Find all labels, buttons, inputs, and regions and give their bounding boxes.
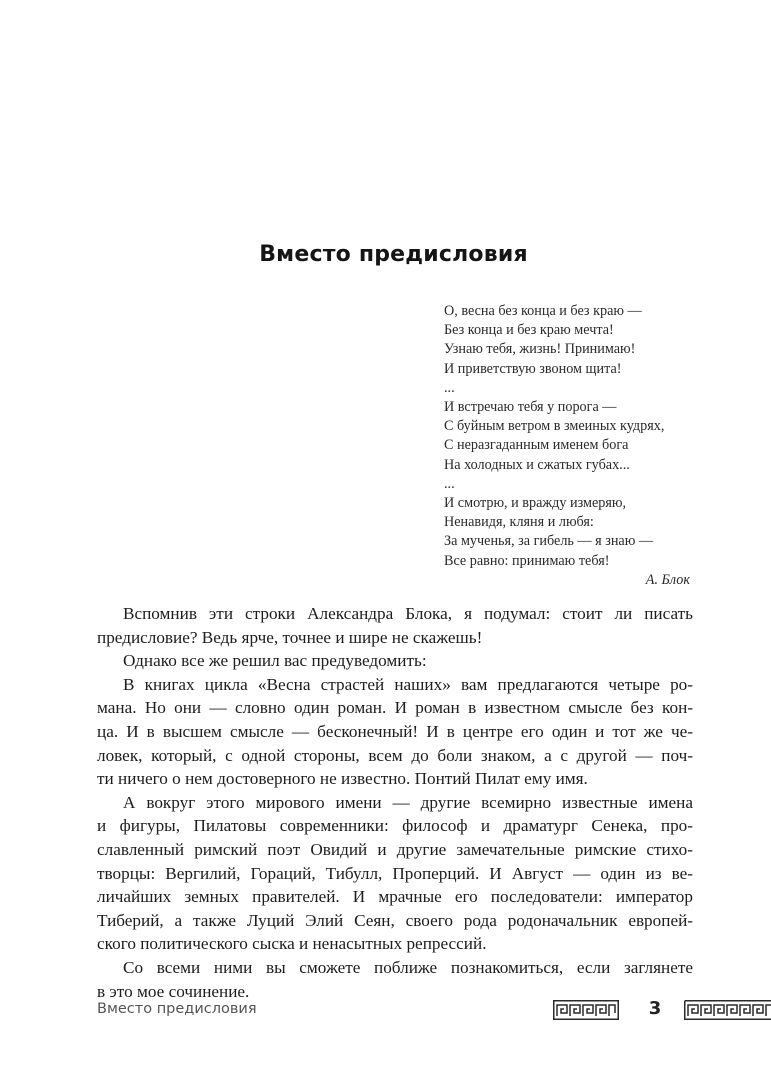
epigraph-line: О, весна без конца и без краю — [444, 303, 642, 319]
body-line: А вокруг этого мирового имени — другие всемирно известные имена [123, 792, 693, 812]
epigraph-line: На холодных и сжатых губах... [444, 456, 630, 473]
running-footer: Вместо предисловия [97, 1001, 257, 1017]
body-line: славленный римский поэт Овидий и другие замечательные римские стихо- [97, 839, 693, 859]
body-line: Однако все же решил вас предуведомить: [123, 651, 427, 671]
epigraph [444, 302, 694, 590]
body-line: ловек, который, с одной стороны, всем до боли знаком, а с другой — поч- [97, 745, 693, 765]
epigraph-line: И приветствую звоном щита! [444, 360, 622, 377]
epigraph-line: И встречаю тебя у порога — [444, 399, 617, 416]
greek-key-ornament-icon [553, 1000, 619, 1020]
epigraph-line: Узнаю тебя, жизнь! Принимаю! [444, 341, 636, 358]
epigraph-ellipsis: ... [444, 475, 455, 492]
body-line: мана. Но они — словно один роман. И роман в известном смысле без кон- [97, 698, 693, 718]
epigraph-author: А. Блок [645, 571, 690, 588]
page-title: Вместо предисловия [259, 242, 528, 267]
body-line: ца. И в высшем смысле — бесконечный! И в центре его один и тот же че- [97, 721, 693, 741]
epigraph-ellipsis: ... [444, 379, 455, 396]
epigraph-line: С буйным ветром в змеиных кудрях, [444, 418, 665, 435]
body-line: в это мое сочинение. [97, 981, 250, 1001]
body-line: и фигуры, Пилатовы современники: философ и драматург Сенека, про- [97, 816, 693, 836]
epigraph-line: Без конца и без краю мечта! [444, 322, 614, 339]
epigraph-line: С неразгаданным именем бога [444, 437, 629, 454]
body-line: личайших земных правителей. И мрачные его последователи: император [97, 887, 693, 907]
epigraph-line: Ненавидя, кляня и любя: [444, 514, 594, 531]
body-line: Со всеми ними вы сможете поближе познакомиться, если заглянете [123, 957, 693, 977]
body-line: предисловие? Ведь ярче, точнее и шире не скажешь! [97, 627, 483, 647]
body-line: Вспомнив эти строки Александра Блока, я подумал: стоит ли писать [123, 604, 693, 623]
body-line: ского политического сыска и ненасытных репрессий. [97, 934, 487, 954]
epigraph-line: Все равно: принимаю тебя! [444, 552, 610, 569]
greek-key-ornament-icon [684, 1000, 771, 1020]
epigraph-line: И смотрю, и вражду измеряю, [444, 495, 627, 512]
body-line: ти ничего о нем достоверного не известно. Понтий Пилат ему имя. [97, 769, 588, 789]
body-line: творцы: Вергилий, Гораций, Тибулл, Проперций. И Август — один из ве- [97, 863, 693, 883]
body-text [97, 602, 693, 1003]
page-number: 3 [648, 998, 662, 1019]
epigraph-line: За мученья, за гибель — я знаю — [444, 533, 654, 550]
body-line: Тиберий, а также Луций Элий Сеян, своего рода родоначальник европей- [97, 910, 693, 930]
body-line: В книгах цикла «Весна страстей наших» вам предлагаются четыре ро- [123, 674, 693, 694]
